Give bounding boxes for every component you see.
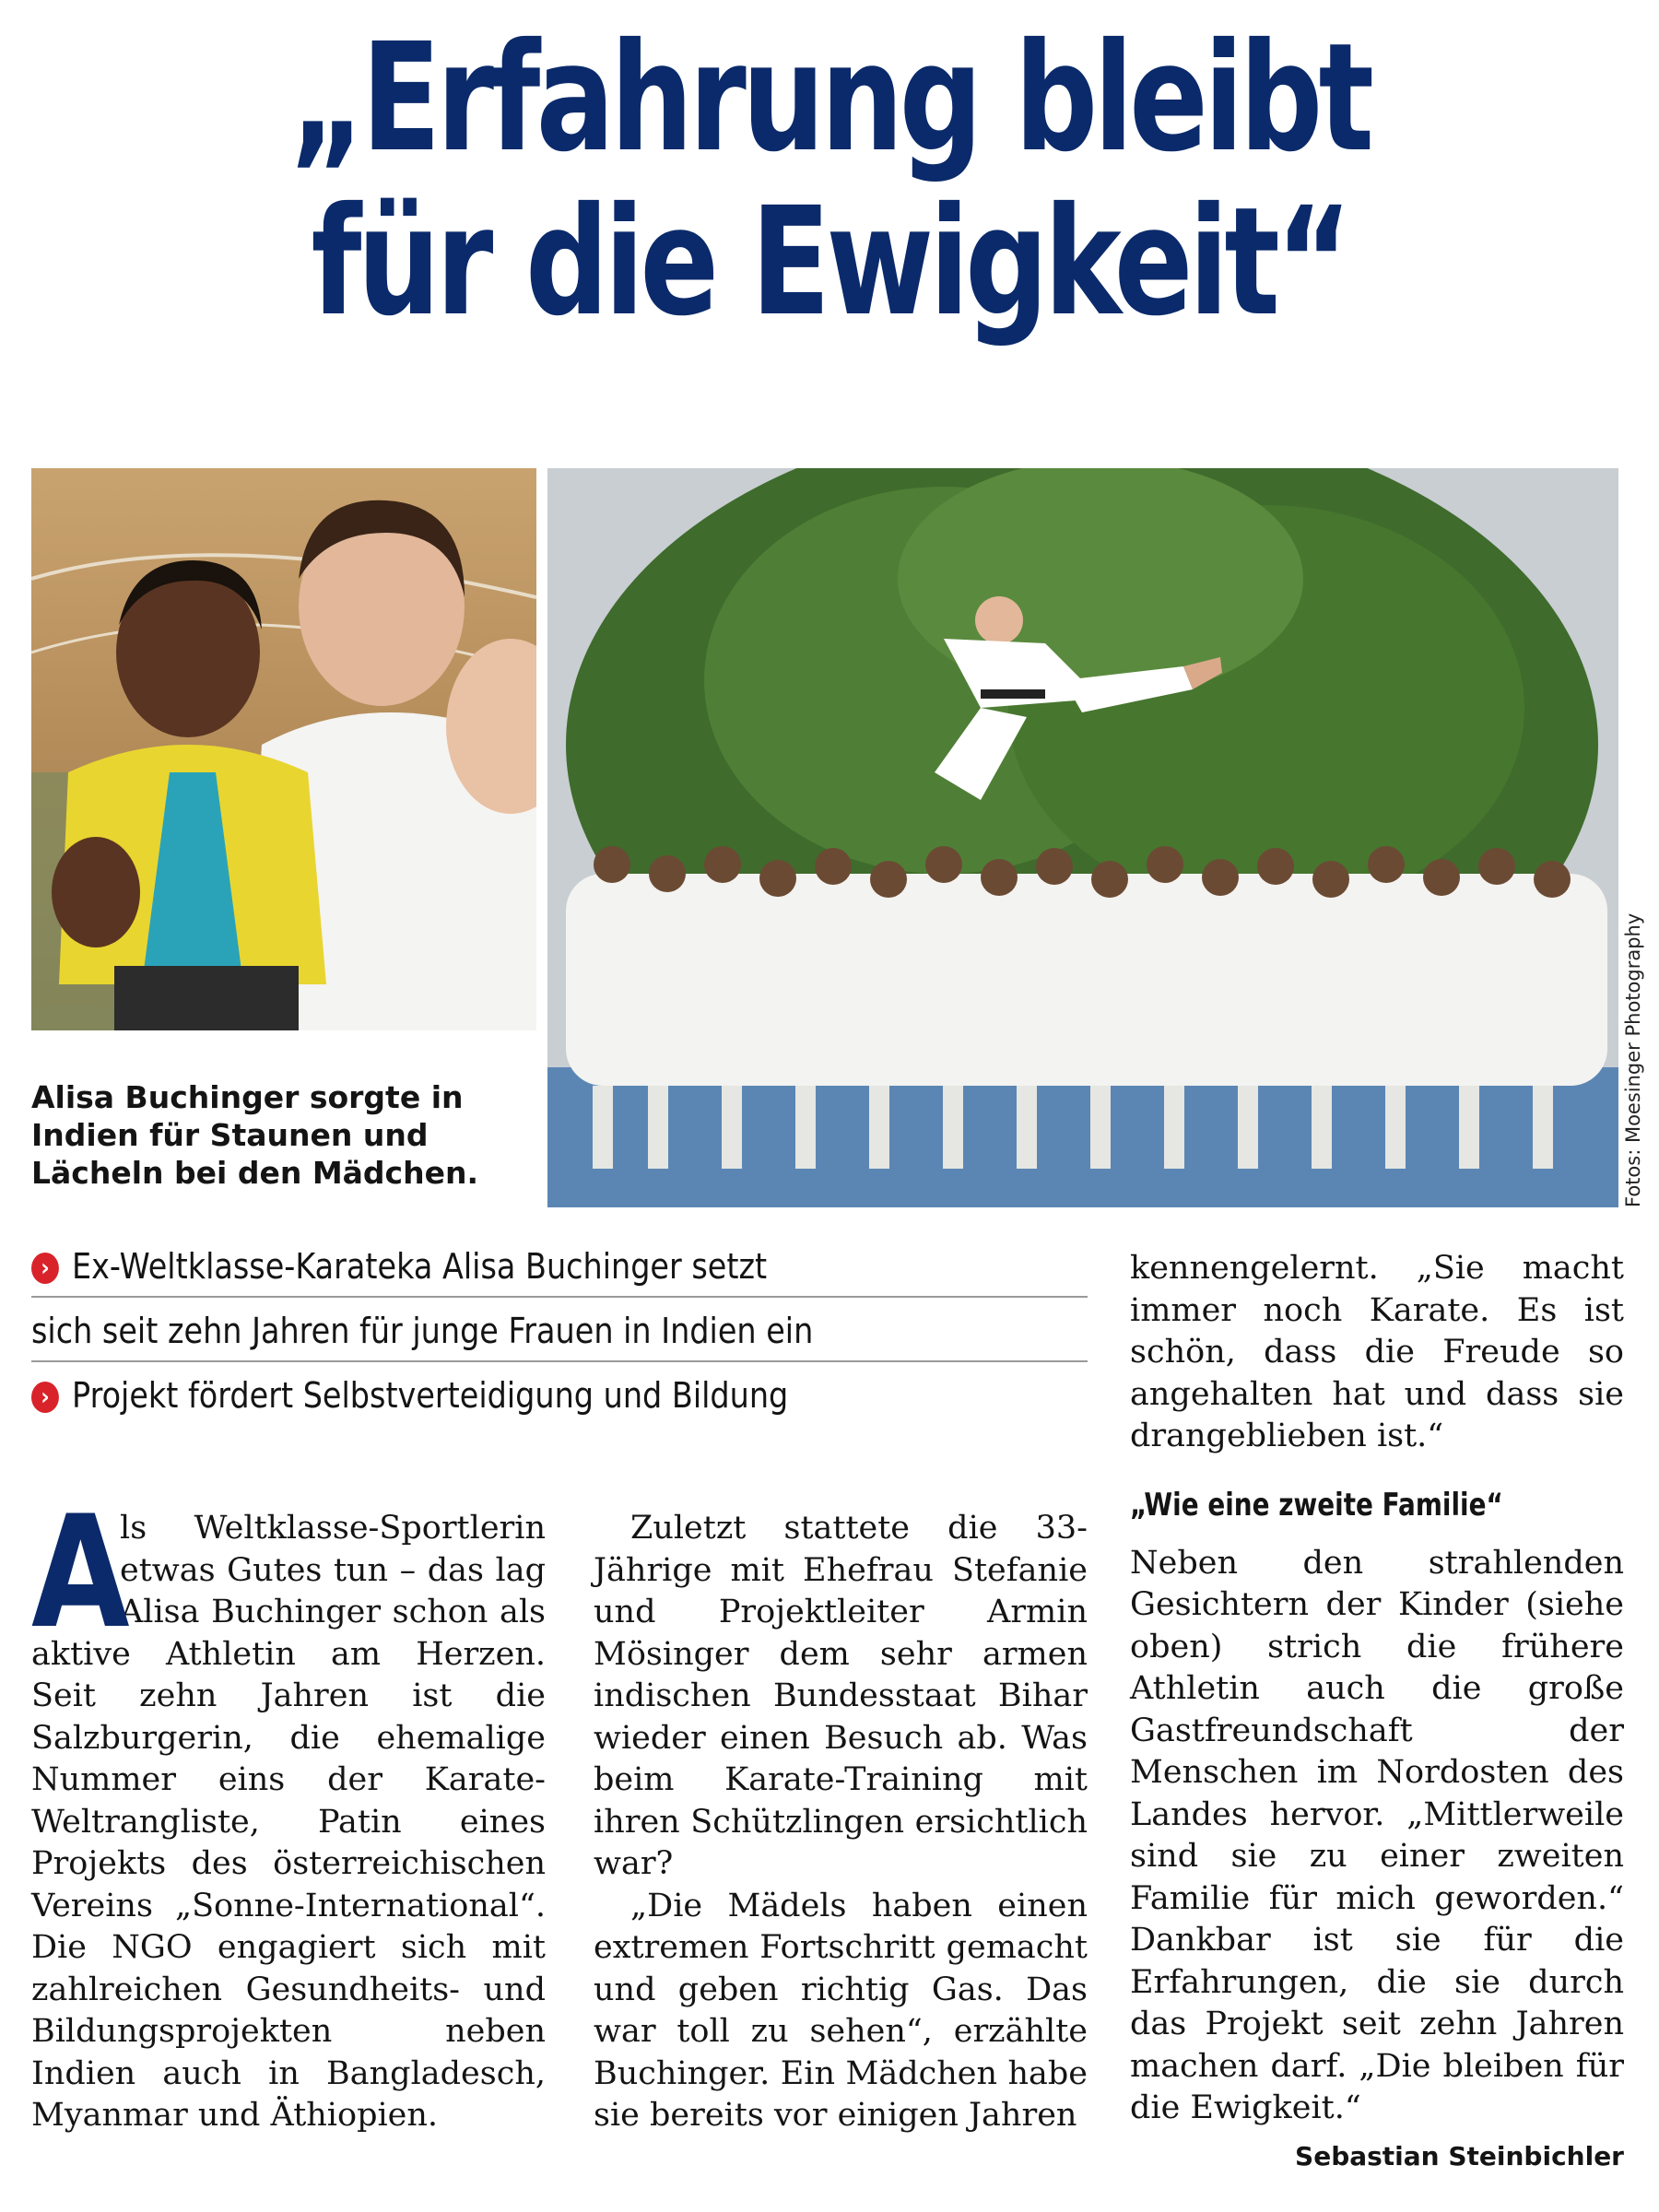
chevron-right-circle-icon: ›	[31, 1253, 59, 1284]
bullet-divider	[31, 1360, 1088, 1362]
bullet-1-line-1: Ex-Weltklasse-Karateka Alisa Buchinger setzt	[72, 1246, 768, 1287]
column-2-paragraph-1: Zuletzt stattete die 33-Jährige mit Ehefrau Stefanie und Projektleiter Armin Mösinger dem sehr armen indischen Bundesstaat Bihar wieder einen Besuch ab. Was beim Karate-Training mit ihren Schützlingen ersichtlich war?	[594, 1510, 1088, 1882]
photo-karate-group	[547, 468, 1618, 1207]
headline	[182, 12, 1477, 349]
article-column-2	[594, 1508, 1088, 2137]
bullet-divider	[31, 1296, 1088, 1298]
headline-line-1: „Erfahrung bleibt	[288, 12, 1371, 185]
column-3-paragraph-2: Neben den strahlenden Gesichtern der Kinder (siehe oben) strich die frühere Athletin auch die große Gastfreundschaft der Menschen im Nordosten des Landes hervor. „Mittlerweile sind sie zu einer zweiten Familie für mich geworden.“ Dankbar ist sie für die Erfahrungen, die sie durch das Projekt seit zehn Jahren machen darf. „Die bleiben für die Ewigkeit.“	[1130, 1544, 1624, 2126]
column-2-paragraph-2: „Die Mädels haben einen extremen Fortschritt gemacht und geben richtig Gas. Das war toll zu sehen“, erzählte Buchinger. Ein Mädchen habe sie bereits vor einigen Jahren	[594, 1887, 1088, 2134]
article-column-1	[31, 1482, 546, 2137]
bullet-1-line-2: sich seit zehn Jahren für junge Frauen in Indien ein	[31, 1311, 814, 1351]
dropcap: A	[31, 1482, 130, 1663]
bullet-1	[31, 1244, 972, 1288]
column-1-text: ls Weltklasse-Sportlerin etwas Gutes tun – das lag Alisa Buchinger schon als aktive Athletin am Herzen. Seit zehn Jahren ist die Salzburgerin, die ehemalige Nummer eins der Karate-Weltrangliste, Patin eines Projekts des österreichischen Vereins „Sonne-International“. Die NGO engagiert sich mit zahlreichen Gesundheits- und Bildungsprojekten neben Indien auch in Bangladesch, Myanmar und Äthiopien.	[31, 1510, 546, 2134]
chevron-right-circle-icon: ›	[31, 1382, 59, 1413]
subheading: „Wie eine zweite Familie“	[1130, 1486, 1503, 1524]
bullet-2	[31, 1373, 972, 1418]
photo-karate-group-image	[547, 468, 1618, 1207]
column-3-paragraph-1: kennengelernt. „Sie macht immer noch Karate. Es ist schön, dass die Freude so angehalten hat und dass sie drangeblieben ist.“	[1130, 1250, 1624, 1454]
headline-line-2: für die Ewigkeit“	[311, 176, 1348, 349]
photo-caption: Alisa Buchinger sorgte in Indien für Staunen und Lächeln bei den Mädchen.	[31, 1079, 479, 1191]
bullet-2-text: Projekt fördert Selbstverteidigung und Bildung	[72, 1375, 789, 1416]
bullet-list	[31, 1244, 1100, 1418]
article-column-3	[1130, 1248, 1624, 2177]
photo-portrait-image	[31, 468, 536, 1030]
author-byline: Sebastian Steinbichler	[1295, 2140, 1624, 2171]
photo-credit-text: Fotos: Moesinger Photography	[1622, 912, 1644, 1207]
photo-portrait	[31, 468, 536, 1030]
